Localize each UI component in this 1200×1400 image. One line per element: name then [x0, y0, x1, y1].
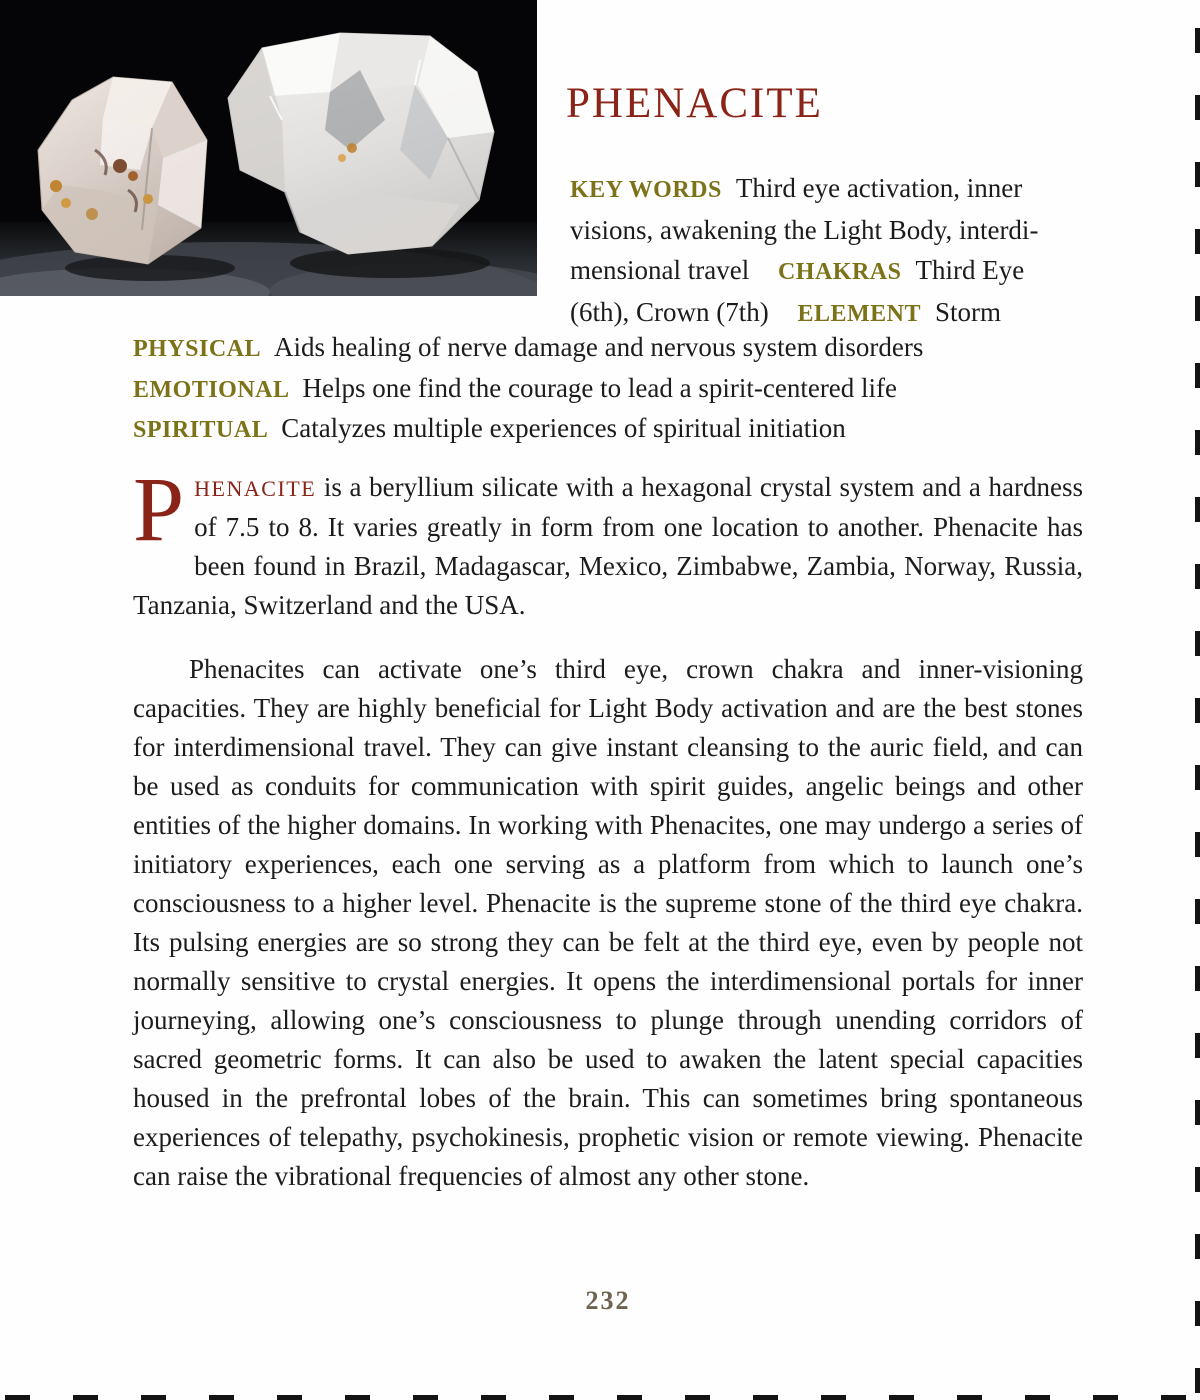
keyword-text: Third Eye (6th), Crown (7th) [570, 255, 1025, 327]
keyword-label: CHAKRAS [777, 259, 902, 285]
attribute-row [133, 409, 1093, 450]
page-edge-ticks-right [1195, 28, 1200, 1400]
page-number: 232 [585, 1286, 631, 1315]
attribute-row [133, 328, 1093, 369]
body-paragraph: Phenacites can activate one’s third eye, crown chakra and inner-visioning capacities. They are highly beneficial for Light Body activation and are the best stones for interdimensional travel. They can give instant cleansing to the auric field, and can be used as conduits for communication with spirit guides, angelic beings and other entities of the higher domains. In working with Phenacites, one may undergo a series of initiatory experiences, each one serving as a platform from which to launch one’s consciousness to a higher level. Phenacite is the supreme stone of the third eye chakra. Its pulsing energies are so strong they can be felt at the third eye, even by people not normally sensitive to crystal energies. It opens the interdimensional portals for inner journeying, allowing one’s consciousness to plunge through unending corridors of sacred geometric forms. It can also be used to awaken the latent special capacities housed in the prefrontal lobes of the brain. This can sometimes bring spontaneous experiences of telepathy, psychokinesis, prophetic vision or remote viewing. Phenacite can raise the vibrational frequencies of almost any other stone. [133, 654, 1083, 1191]
keyword-text: Storm [935, 297, 1002, 327]
attribute-text: Aids healing of nerve damage and nervous system disorders [274, 332, 924, 362]
keyword-label: ELEMENT [797, 301, 921, 327]
dropcap-letter: P [133, 458, 185, 560]
intro-lead-smallcaps: HENACITE [194, 476, 317, 501]
keywords-block [570, 168, 1077, 334]
page-title: PHENACITE [566, 80, 823, 127]
attribute-label: EMOTIONAL [133, 376, 290, 403]
attribute-row [133, 369, 1093, 410]
crystal-photo-art [0, 0, 537, 296]
attribute-text: Catalyzes multiple experiences of spiritual initiation [281, 413, 846, 443]
keyword-label: KEY WORDS [570, 177, 722, 203]
intro-text: is a beryllium silicate with a hexagonal crystal system and a hardness of 7.5 to 8. It varies greatly in form from one location to another. Phenacite has been found in Brazil, Madagascar, Mexico, Zimbabwe, Zambia, Norway, Russia, Tanzania, Switzerland and the USA. [133, 472, 1083, 620]
keyword-text: Third eye activation, inner visions, awakening the Light Body, interdimensional travel [570, 173, 1039, 285]
attributes-block [133, 328, 1093, 450]
attribute-label: SPIRITUAL [133, 417, 269, 443]
phenacite-photo [0, 0, 537, 296]
attribute-label: PHYSICAL [133, 336, 262, 362]
attribute-text: Helps one find the courage to lead a spirit-centered life [302, 372, 898, 403]
intro-paragraph [133, 458, 1083, 625]
page-edge-ticks-bottom [5, 1395, 1200, 1400]
